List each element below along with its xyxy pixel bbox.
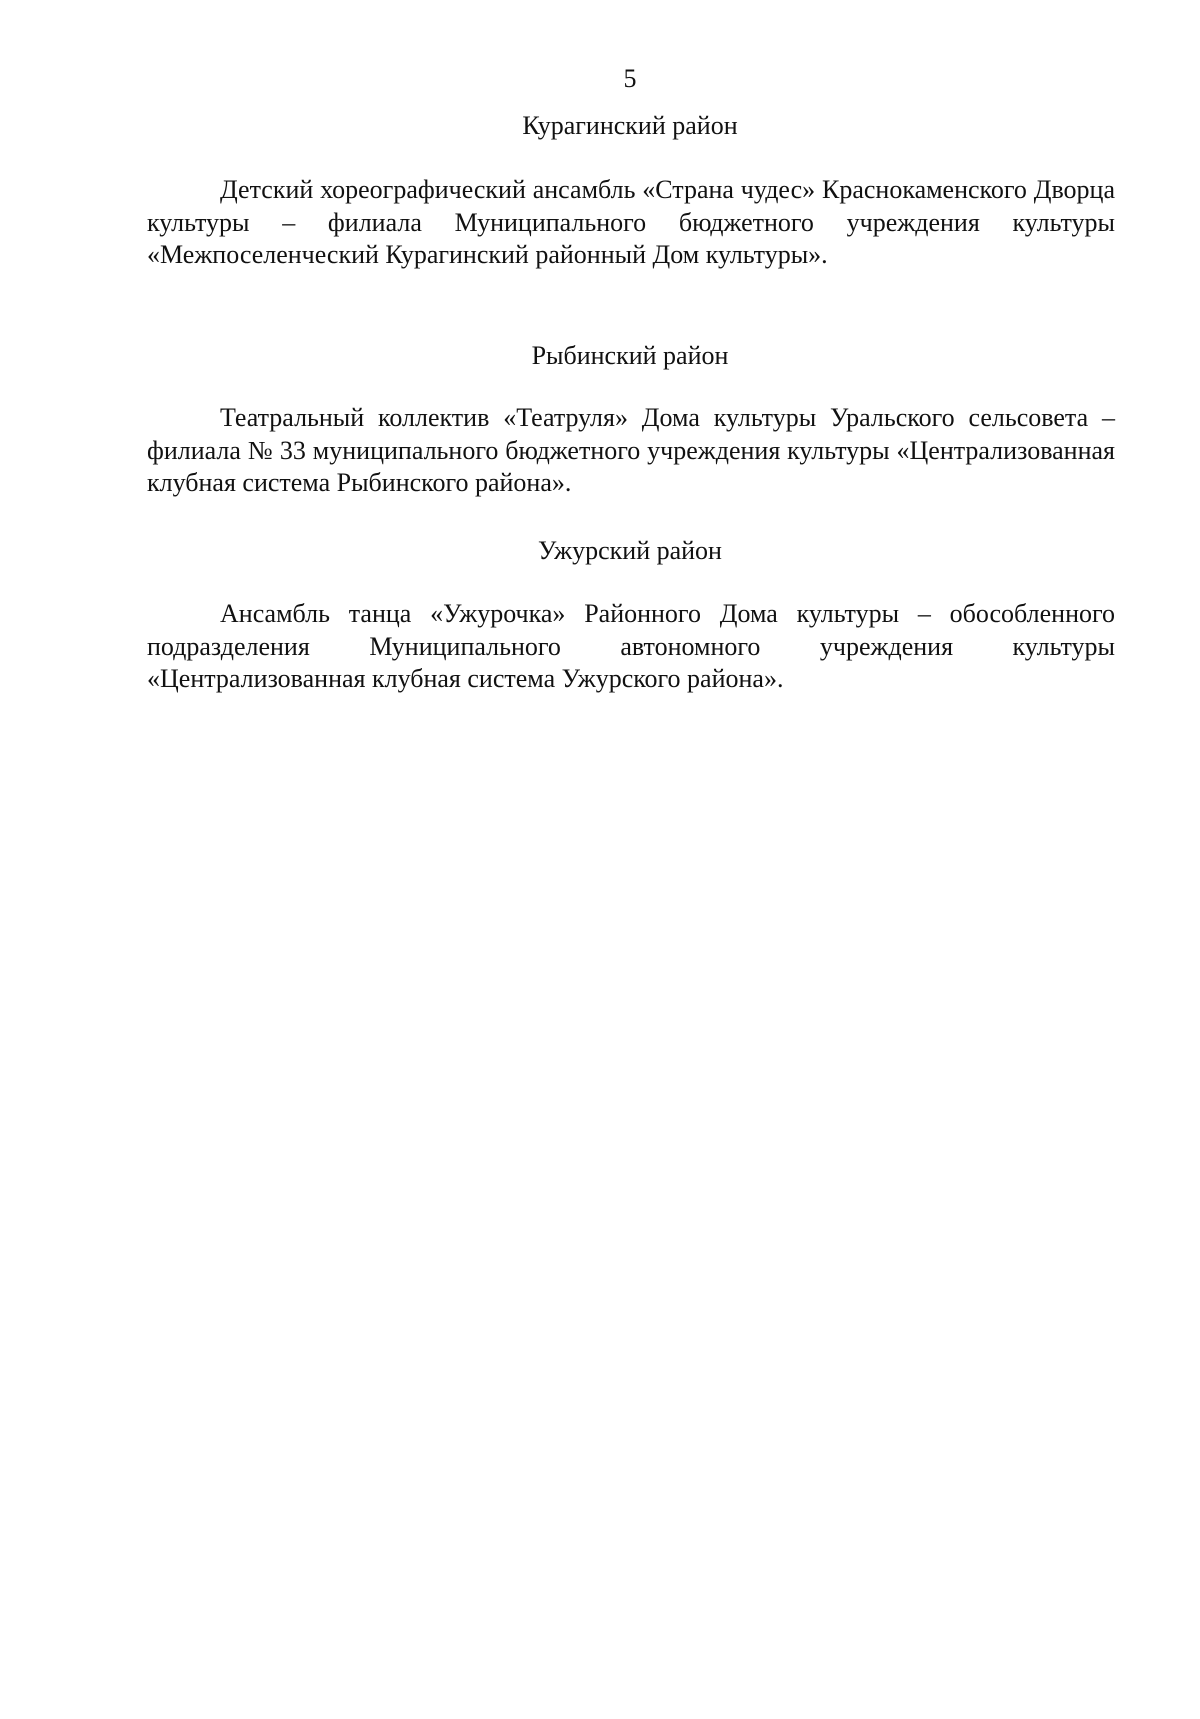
section-heading-rybinsky: Рыбинский район	[531, 341, 729, 370]
section-heading-uzhursky: Ужурский район	[538, 536, 722, 565]
section-text-uzhursky: Ансамбль танца «Ужурочка» Районного Дома культуры – обособленного подразделения Муниципального автономного учреждения культуры «Централизованная клубная система Ужурского района».	[147, 599, 1115, 693]
page-number: 5	[623, 64, 637, 93]
section-text-kuraginsky: Детский хореографический ансамбль «Страна чудес» Краснокаменского Дворца культуры – филиала Муниципального бюджетного учреждения культуры «Межпоселенческий Курагинский районный Дом культуры».	[147, 175, 1115, 269]
section-heading-kuraginsky: Курагинский район	[522, 111, 738, 140]
section-text-rybinsky: Театральный коллектив «Театруля» Дома культуры Уральского сельсовета – филиала № 33 муниципального бюджетного учреждения культуры «Централизованная клубная система Рыбинского района».	[147, 403, 1115, 497]
